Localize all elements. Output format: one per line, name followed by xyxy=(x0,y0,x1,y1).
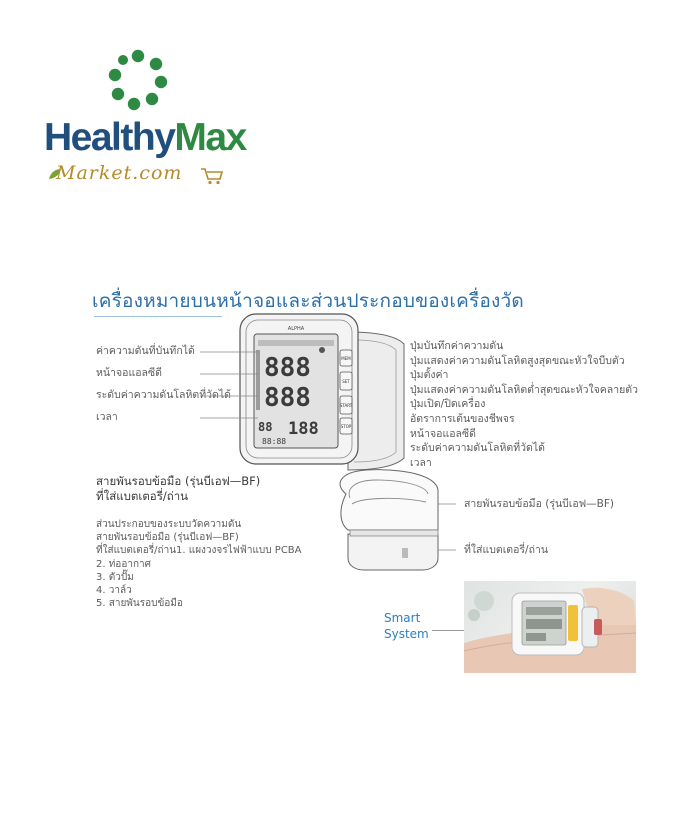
list-item: สายพันรอบข้อมือ (รุ่นบีเอฟ—BF) xyxy=(96,532,239,544)
label-lcd: หน้าจอแอลซีดี xyxy=(96,367,162,379)
start-label: START xyxy=(339,403,353,408)
wrist-monitor-photo xyxy=(464,581,636,673)
wrist-cuff-diagram xyxy=(326,464,456,576)
heading-underline xyxy=(94,316,222,317)
label-pressure-level: ระดับค่าความดันโลหิตที่วัดได้ xyxy=(96,389,231,401)
label-battery-holder: ที่ใส่แบตเตอรี่/ถ่าน xyxy=(464,544,549,556)
label-dia-button: ปุ่มแสดงค่าความดันโลหิตต่ำสุดขณะหัวใจคลายตัว xyxy=(410,383,638,396)
cuff-title-line1: สายพันรอบข้อมือ (รุ่นบีเอฟ—BF) xyxy=(96,474,261,488)
right-labels xyxy=(410,341,638,468)
label-cuff: สายพันรอบข้อมือ (รุ่นบีเอฟ—BF) xyxy=(464,498,614,510)
cuff-section-title xyxy=(96,474,260,504)
smart-system-label: Smart System xyxy=(384,611,429,641)
components-list xyxy=(96,518,302,610)
page-heading: เครื่องหมายบนหน้าจอและส่วนประกอบของเครื่องวัด xyxy=(92,290,524,312)
list-item: ส่วนประกอบของระบบวัดความดัน xyxy=(96,519,242,530)
label-memory-button: ปุ่มบันทึกค่าความดัน xyxy=(410,340,504,352)
battery-latch xyxy=(402,548,408,558)
lcd-dia: 888 xyxy=(264,383,311,413)
label-time-right: เวลา xyxy=(410,456,432,469)
label-power-button: ปุ่มเปิด/ปิดเครื่อง xyxy=(410,398,486,411)
label-level-right: ระดับค่าความดันโลหิตที่วัดได้ xyxy=(410,442,545,455)
label-stored-pressure: ค่าความดันที่บันทึกได้ xyxy=(96,345,195,357)
list-item: ที่ใส่แบตเตอรี่/ถ่าน1. แผงวงจรไฟฟ้าแบบ PCBA xyxy=(96,545,302,557)
lcd-sys: 888 xyxy=(264,353,311,383)
cuff-title-line2: ที่ใส่แบตเตอรี่/ถ่าน xyxy=(96,489,189,503)
device-brand: ALPHA xyxy=(287,326,305,332)
cart-icon xyxy=(200,167,224,185)
lcd-pulse: 188 xyxy=(288,419,319,439)
label-pulse-rate: อัตราการเต้นของชีพจร xyxy=(410,412,515,425)
label-set-button: ปุ่มตั้งค่า xyxy=(410,369,449,382)
logo-mark xyxy=(106,48,170,112)
stop-label: STOP xyxy=(340,424,352,429)
monitor-device-diagram xyxy=(236,310,412,480)
label-time: เวลา xyxy=(96,411,118,423)
label-sys-button: ปุ่มแสดงค่าความดันโลหิตสูงสุดขณะหัวใจบีบตัว xyxy=(410,354,625,367)
brand-name: HealthyMax xyxy=(44,116,246,159)
list-item: 5. สายพันรอบข้อมือ xyxy=(96,598,183,610)
label-lcd-right: หน้าจอแอลซีดี xyxy=(410,427,476,440)
list-item: 3. ตัวปั๊ม xyxy=(96,571,134,583)
set-label: SET xyxy=(342,379,350,384)
list-item: 2. ท่ออากาศ xyxy=(96,558,151,570)
list-item: 4. วาล์ว xyxy=(96,585,132,597)
left-leader-lines xyxy=(200,340,260,430)
lcd-memory: 88 xyxy=(258,420,273,434)
mem-label: MEM xyxy=(341,356,351,361)
lcd-time: 88:88 xyxy=(262,437,287,446)
brand-sub: Market.com xyxy=(56,162,183,184)
heart-icon xyxy=(319,347,325,353)
